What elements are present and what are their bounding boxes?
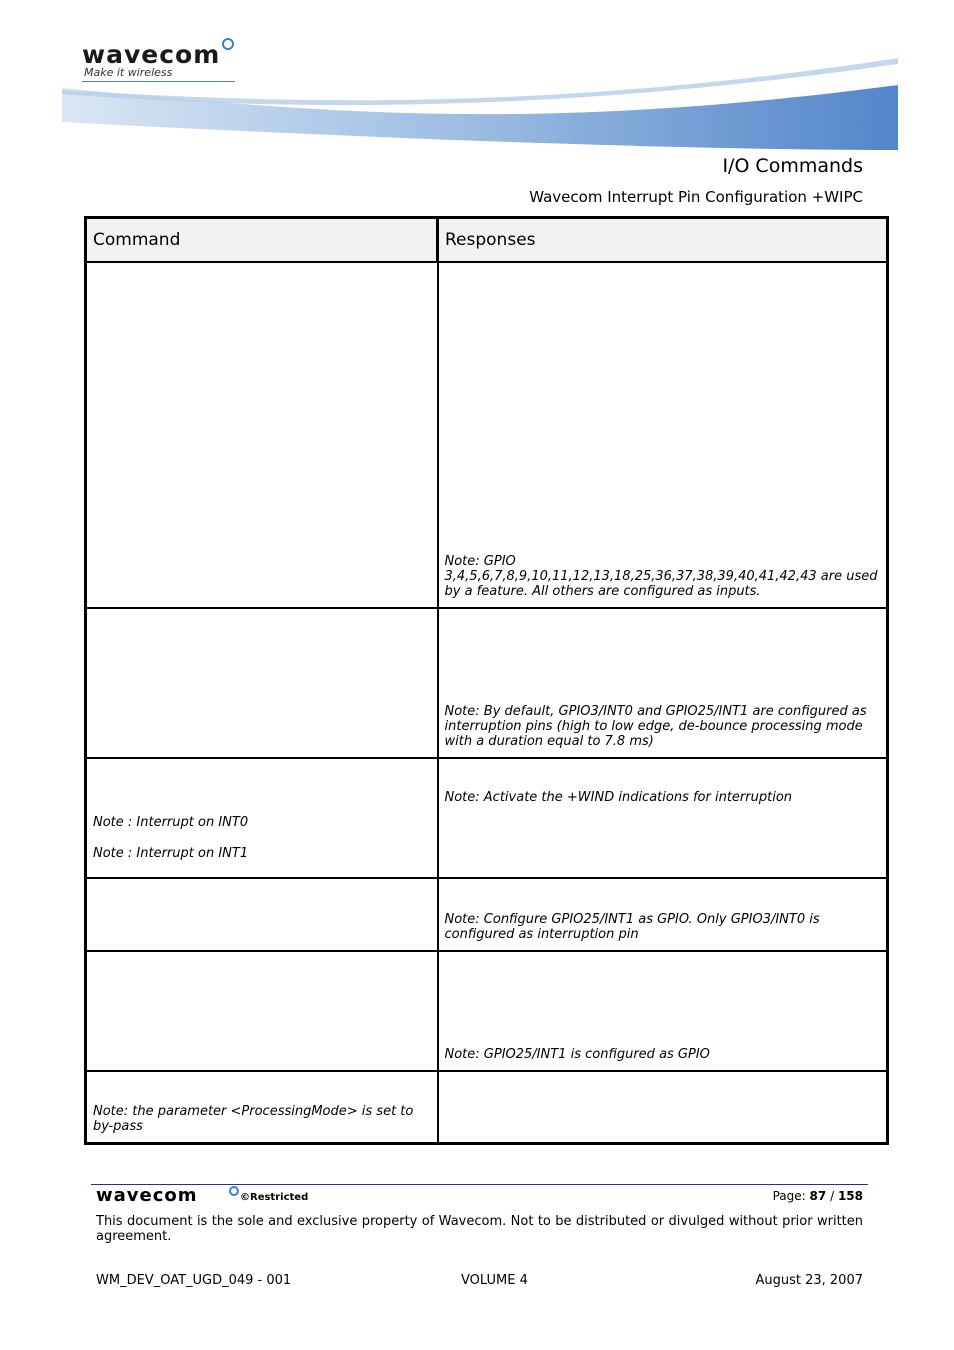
- command-note: Note: the parameter <ProcessingMode> is set to by-pass: [93, 1103, 414, 1134]
- command-note: Note : Interrupt on INT1: [93, 846, 249, 861]
- page-label: Page:: [772, 1189, 806, 1203]
- footer-wavecom-logo: wavecom: [96, 1185, 198, 1206]
- command-cell: [86, 758, 438, 878]
- response-note: Note: Activate the +WIND indications for interruption: [444, 790, 793, 805]
- response-cell: [438, 262, 888, 608]
- table-row: [86, 1071, 888, 1143]
- document-reference: WM_DEV_OAT_UGD_049 - 001: [96, 1273, 292, 1288]
- logo-tagline: Make it wireless: [84, 66, 173, 79]
- response-cell: [438, 951, 888, 1071]
- response-cell: [438, 608, 888, 758]
- page-total: 158: [837, 1189, 863, 1203]
- column-header-responses: Responses: [438, 218, 888, 263]
- wavecom-logo: wavecom: [82, 40, 221, 69]
- response-cell: [438, 1071, 888, 1143]
- confidentiality-notice: This document is the sole and exclusive property of Wavecom. Not to be distributed or divulged without prior written agreement.: [96, 1214, 863, 1244]
- footer-divider: [91, 1184, 868, 1185]
- response-note: Note: GPIO 3,4,5,6,7,8,9,10,11,12,13,18,25,36,37,38,39,40,41,42,43 are used by a feature. All others are configured as inputs.: [444, 554, 878, 599]
- response-note: Note: GPIO25/INT1 is configured as GPIO: [444, 1047, 710, 1062]
- table-row: [86, 608, 888, 758]
- table-row: [86, 262, 888, 608]
- command-cell: [86, 951, 438, 1071]
- logo-mark-icon: [222, 38, 234, 50]
- command-cell: [86, 608, 438, 758]
- volume-label: VOLUME 4: [461, 1273, 528, 1288]
- restricted-label: ©Restricted: [240, 1192, 309, 1203]
- response-note: Note: Configure GPIO25/INT1 as GPIO. Only GPIO3/INT0 is configured as interruption pin: [444, 912, 820, 942]
- response-note: Note: By default, GPIO3/INT0 and GPIO25/INT1 are configured as interruption pins (high to low edge, de-bounce processing mode with a duration equal to 7.8 ms): [444, 704, 867, 749]
- response-cell: [438, 758, 888, 878]
- table-row: [86, 878, 888, 951]
- footer-logo-mark-icon: [229, 1186, 239, 1196]
- section-subtitle: Wavecom Interrupt Pin Configuration +WIPC: [529, 188, 863, 206]
- page-number: [773, 1189, 863, 1203]
- command-cell: [86, 262, 438, 608]
- tagline-underline: [82, 81, 235, 82]
- command-cell: [86, 878, 438, 951]
- page-separator: /: [830, 1189, 835, 1203]
- command-note: Note : Interrupt on INT0: [93, 815, 249, 830]
- command-cell: [86, 1071, 438, 1143]
- column-header-command: Command: [86, 218, 438, 263]
- table-row: [86, 758, 888, 878]
- response-cell: [438, 878, 888, 951]
- table-header-row: [86, 218, 888, 263]
- table-row: [86, 951, 888, 1071]
- document-date: August 23, 2007: [755, 1273, 863, 1288]
- page-current: 87: [809, 1189, 827, 1203]
- section-title: I/O Commands: [722, 155, 863, 177]
- command-table: [84, 216, 889, 1145]
